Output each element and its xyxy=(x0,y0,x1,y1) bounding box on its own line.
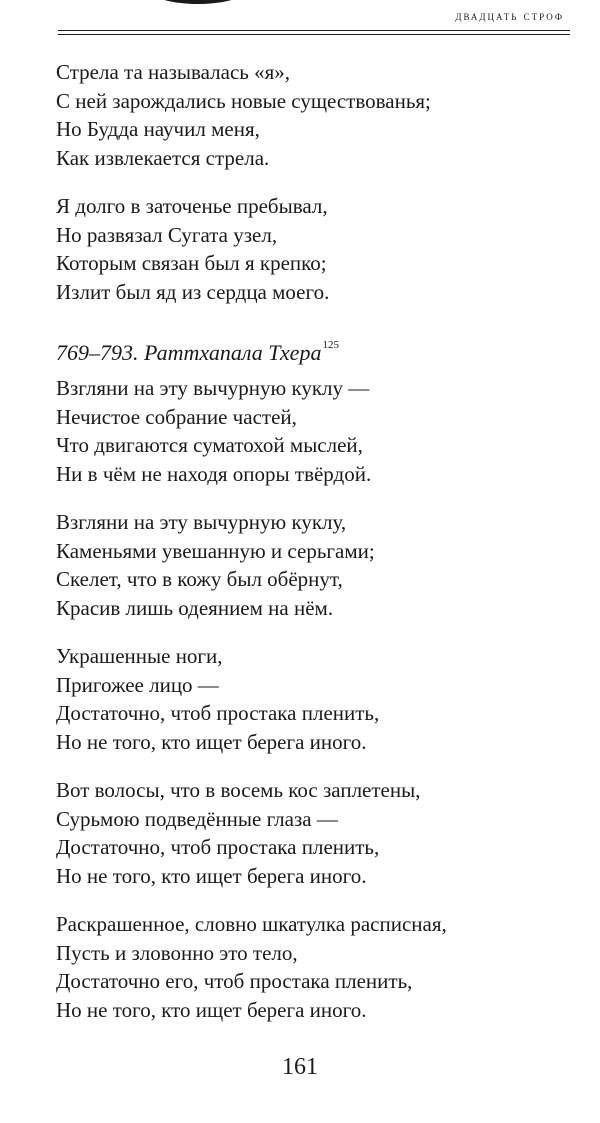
section-heading xyxy=(56,330,526,368)
verse-line: Как извлекается стрела. xyxy=(56,145,270,170)
verse-line: Стрела та называлась «я», xyxy=(56,60,291,84)
verse-line: Сурьмою подведённые глаза — xyxy=(56,806,338,831)
verse-line: Пригожее лицо — xyxy=(56,672,219,697)
verse-line: Я долго в заточенье пребывал, xyxy=(56,194,328,218)
verse-line: Но Будда научил меня, xyxy=(56,117,260,141)
verse-line: Украшенные ноги, xyxy=(56,644,223,668)
poem-text xyxy=(56,58,526,1044)
verse-line: Вот волосы, что в восемь кос заплетены, xyxy=(56,778,421,802)
verse-line: Излит был яд из сердца моего. xyxy=(56,279,330,304)
verse-line: Пусть и зловонно это тело, xyxy=(56,940,298,965)
verse-line: Но развязал Сугата узел, xyxy=(56,222,278,247)
verse-line: Но не того, кто ищет берега иного. xyxy=(56,729,367,754)
verse-line: Каменьями увешанную и серьгами; xyxy=(56,538,375,563)
verse-line: Взгляни на эту вычурную куклу, xyxy=(56,510,347,534)
verse-line: Достаточно его, чтоб простака пленить, xyxy=(56,969,413,993)
verse-line: Красив лишь одеянием на нём. xyxy=(56,595,334,620)
stanza xyxy=(56,508,526,622)
verse-line: Раскрашенное, словно шкатулка расписная, xyxy=(56,912,447,936)
top-edge-ornament xyxy=(150,0,246,4)
verse-line: Нечистое собрание частей, xyxy=(56,404,297,429)
header-rule xyxy=(58,30,570,31)
verse-line: С ней зарождались новые существованья; xyxy=(56,88,431,113)
page-number: 161 xyxy=(282,1054,318,1080)
verse-line: Скелет, что в кожу был обёрнут, xyxy=(56,567,343,591)
verse-line: Взгляни на эту вычурную куклу — xyxy=(56,376,370,400)
stanza xyxy=(56,776,526,890)
footnote-reference: 125 xyxy=(322,339,339,351)
verse-line: Которым связан был я крепко; xyxy=(56,251,327,275)
stanza xyxy=(56,910,526,1024)
header-rule xyxy=(58,34,570,35)
verse-line: Достаточно, чтоб простака пленить, xyxy=(56,835,380,859)
verse-line: Но не того, кто ищет берега иного. xyxy=(56,863,367,888)
section-heading-text: 769–793. Раттхапала Тхера xyxy=(56,340,322,365)
stanza xyxy=(56,192,526,306)
stanza xyxy=(56,642,526,756)
verse-line: Достаточно, чтоб простака пленить, xyxy=(56,701,380,725)
running-head: двадцать строф xyxy=(455,8,564,23)
stanza xyxy=(56,58,526,172)
verse-line: Но не того, кто ищет берега иного. xyxy=(56,997,367,1022)
stanza xyxy=(56,374,526,488)
verse-line: Что двигаются суматохой мыслей, xyxy=(56,433,363,457)
verse-line: Ни в чём не находя опоры твёрдой. xyxy=(56,461,372,486)
